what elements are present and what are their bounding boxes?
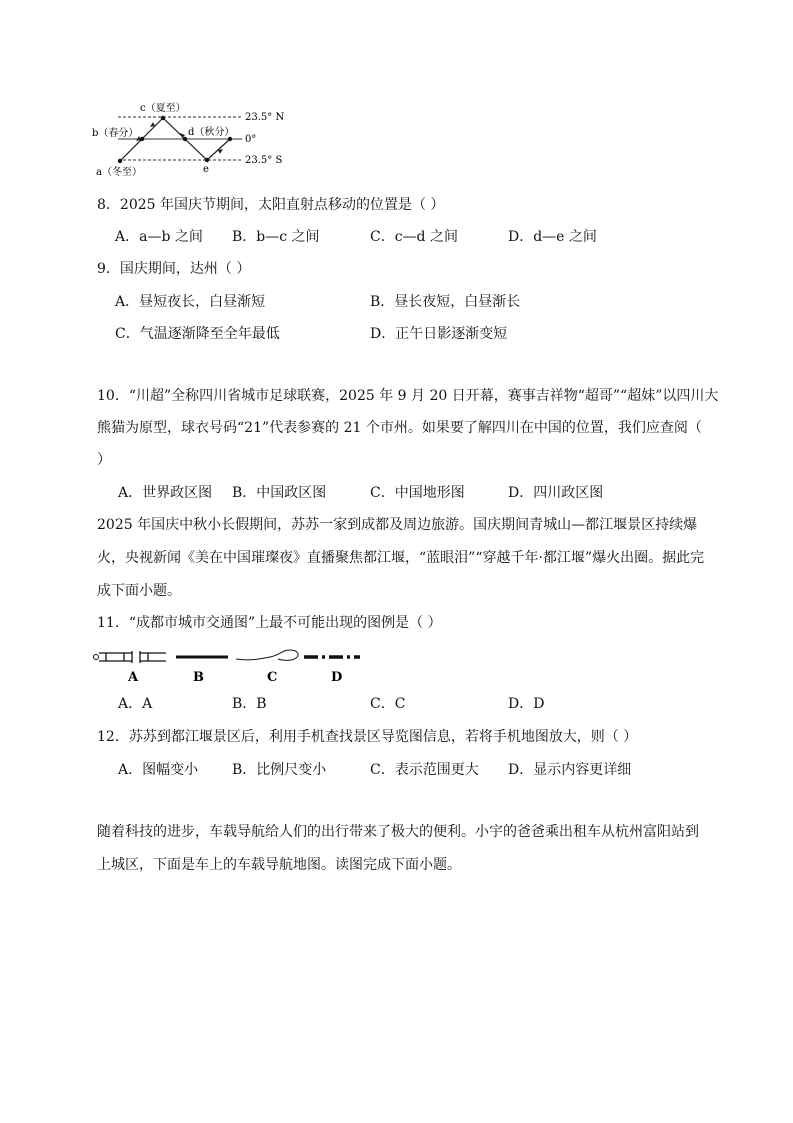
q10-option-d[interactable]: D．四川政区图 <box>508 485 604 501</box>
q8-option-c[interactable]: C．c—d 之间 <box>370 229 458 245</box>
q10-stem-line3: ） <box>97 452 111 468</box>
legend-label-c: C <box>267 670 278 685</box>
label-e: e <box>203 164 209 175</box>
label-lat-n: 23.5° N <box>245 112 285 123</box>
q10-option-c[interactable]: C．中国地形图 <box>370 485 465 501</box>
q9-option-a[interactable]: A．昼短夜长，白昼渐短 <box>115 294 266 310</box>
q10-option-a[interactable]: A．世界政区图 <box>118 485 213 501</box>
q9-option-c[interactable]: C．气温逐渐降至全年最低 <box>115 326 280 342</box>
q11-option-d[interactable]: D．D <box>508 696 545 712</box>
q10-option-b[interactable]: B．中国政区图 <box>232 485 327 501</box>
point-d <box>183 137 187 141</box>
q11-stem: 11．“成都市城市交通图”上最不可能出现的图例是（ ） <box>97 615 442 631</box>
label-spring: b（春分） <box>92 128 139 139</box>
legend-label-d: D <box>331 670 343 685</box>
label-winter: a（冬至） <box>96 167 142 178</box>
point-a <box>118 159 122 163</box>
q12-option-d[interactable]: D．显示内容更详细 <box>508 762 632 778</box>
passage2-line2: 上城区，下面是车上的车载导航地图。读图完成下面小题。 <box>97 857 461 873</box>
point-c <box>161 116 165 120</box>
q8-stem: 8．2025 年国庆节期间，太阳直射点移动的位置是（ ） <box>97 197 445 213</box>
legend-c-symbol <box>236 650 298 660</box>
q12-option-a[interactable]: A．图幅变小 <box>118 762 199 778</box>
passage2-line1: 随着科技的进步，车载导航给人们的出行带来了极大的便利。小宇的爸爸乘出租车从杭州富阳站到 <box>97 824 699 840</box>
q11-option-a[interactable]: A．A <box>118 696 153 712</box>
q9-option-d[interactable]: D．正午日影逐渐变短 <box>370 326 508 342</box>
label-lat-0: 0° <box>245 134 257 145</box>
label-autumn: d（秋分） <box>188 127 235 138</box>
label-summer: c（夏至） <box>140 103 186 114</box>
sun-direct-point-diagram <box>90 100 290 180</box>
q12-stem: 12．苏苏到都江堰景区后，利用手机查找景区导览图信息，若将手机地图放大，则（ ） <box>97 729 638 745</box>
q10-stem-line1: 10．“川超”全称四川省城市足球联赛，2025 年 9 月 20 日开幕，赛事吉祥物“超哥”“超妹”以四川大 <box>97 388 719 404</box>
passage-line1: 2025 年国庆中秋小长假期间，苏苏一家到成都及周边旅游。国庆期间青城山—都江堰景区持续爆 <box>97 517 698 533</box>
legend-symbols <box>90 645 370 685</box>
q10-stem-line2: 熊猫为原型，球衣号码“21”代表参赛的 21 个市州。如果要了解四川在中国的位置，我们应查阅（ <box>97 420 702 436</box>
q9-option-b[interactable]: B．昼长夜短，白昼渐长 <box>370 294 521 310</box>
q8-option-d[interactable]: D．d—e 之间 <box>508 229 597 245</box>
legend-a-symbol <box>94 651 167 663</box>
q12-option-c[interactable]: C．表示范围更大 <box>370 762 479 778</box>
q11-option-c[interactable]: C．C <box>370 696 406 712</box>
passage-line2: 火，央视新闻《美在中国璀璨夜》直播聚焦都江堰，“蓝眼泪”“穿越千年·都江堰”爆火出圈。据此完 <box>97 550 705 566</box>
q8-option-b[interactable]: B．b—c 之间 <box>232 229 320 245</box>
q8-option-a[interactable]: A．a—b 之间 <box>115 229 203 245</box>
legend-label-a: A <box>128 670 139 685</box>
label-lat-s: 23.5° S <box>245 155 283 166</box>
q11-option-b[interactable]: B．B <box>232 696 267 712</box>
point-e <box>205 158 209 162</box>
legend-label-b: B <box>193 670 204 685</box>
q9-stem: 9．国庆期间，达州（ ） <box>97 261 251 277</box>
q12-option-b[interactable]: B．比例尺变小 <box>232 762 327 778</box>
point-b <box>140 137 144 141</box>
passage-line3: 成下面小题。 <box>97 583 181 599</box>
